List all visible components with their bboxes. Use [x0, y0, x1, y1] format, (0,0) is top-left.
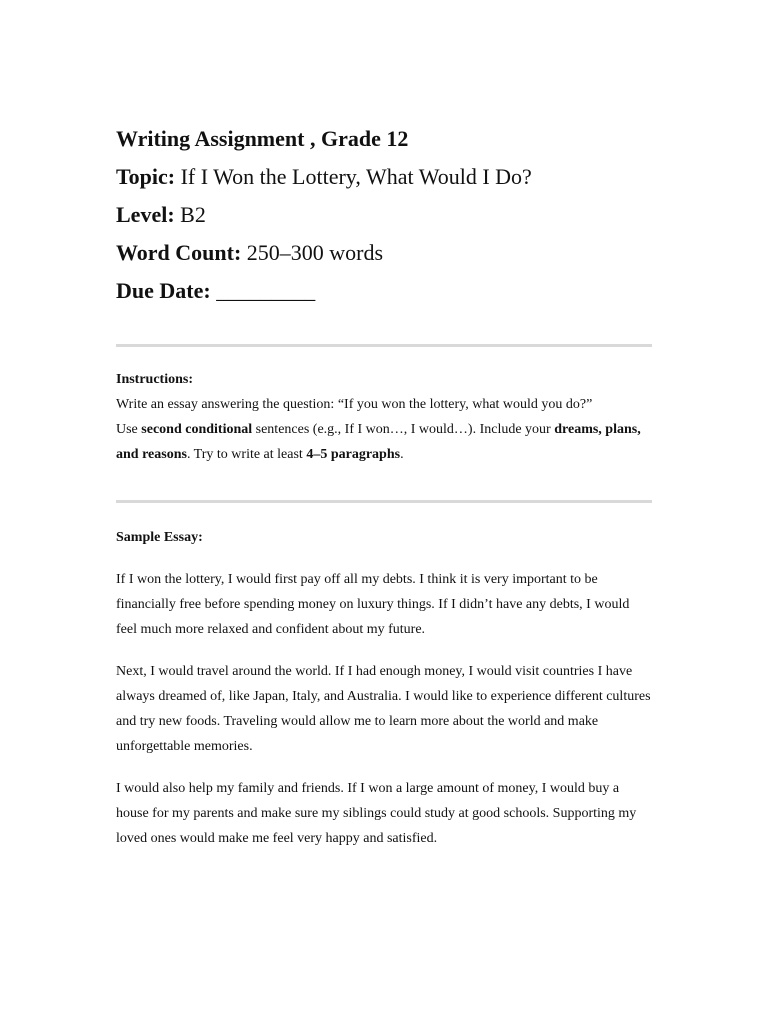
level-label: Level: — [116, 202, 175, 227]
essay-paragraph: If I won the lottery, I would first pay off all my debts. I think it is very important to be financially free before spending money on luxury things. If I didn’t have any debts, I would feel much more relaxed and confident about my future. — [116, 572, 630, 637]
due-date-value: _________ — [210, 278, 316, 303]
level-value: B2 — [174, 202, 206, 227]
instructions-try: . Try to write at least — [186, 447, 307, 462]
instructions-line1: Write an essay answering the question: “If you won the lottery, what would you do?” — [116, 397, 593, 412]
instructions-mid: sentences (e.g., If I won…, I would…). Include your — [252, 422, 555, 437]
instructions-use: Use — [116, 422, 142, 437]
topic-label: Topic: — [116, 164, 176, 189]
instructions-end: . — [400, 447, 404, 462]
word-count-value: 250–300 words — [241, 240, 384, 265]
dreams-emphasis: dreams, plans, and reasons — [116, 422, 641, 462]
section-divider — [116, 344, 652, 347]
instructions-text — [116, 392, 652, 467]
due-date-line — [116, 272, 652, 310]
paragraphs-emphasis: 4–5 paragraphs — [306, 447, 401, 462]
essay-paragraph: Next, I would travel around the world. If I had enough money, I would visit countries I have always dreamed of, like Japan, Italy, and Australia. I would like to experience different cultures and try new foods. Traveling would allow me to learn more about the world and make unforgettable memories. — [116, 664, 651, 754]
assignment-title: Writing Assignment , Grade 12 — [116, 126, 409, 151]
second-conditional-emphasis: second conditional — [141, 422, 253, 437]
level-line — [116, 196, 652, 234]
document-page — [116, 120, 652, 851]
section-divider — [116, 500, 652, 503]
instructions-label: Instructions: — [116, 372, 194, 387]
topic-line — [116, 158, 652, 196]
essay-paragraph: I would also help my family and friends. If I won a large amount of money, I would buy a house for my parents and make sure my siblings could study at good schools. Supporting my loved ones would make me feel very happy and satisfied. — [116, 781, 637, 846]
sample-essay-label: Sample Essay: — [116, 530, 203, 545]
word-count-label: Word Count: — [116, 240, 242, 265]
word-count-line — [116, 234, 652, 272]
due-date-label: Due Date: — [116, 278, 211, 303]
topic-value: If I Won the Lottery, What Would I Do? — [175, 164, 532, 189]
